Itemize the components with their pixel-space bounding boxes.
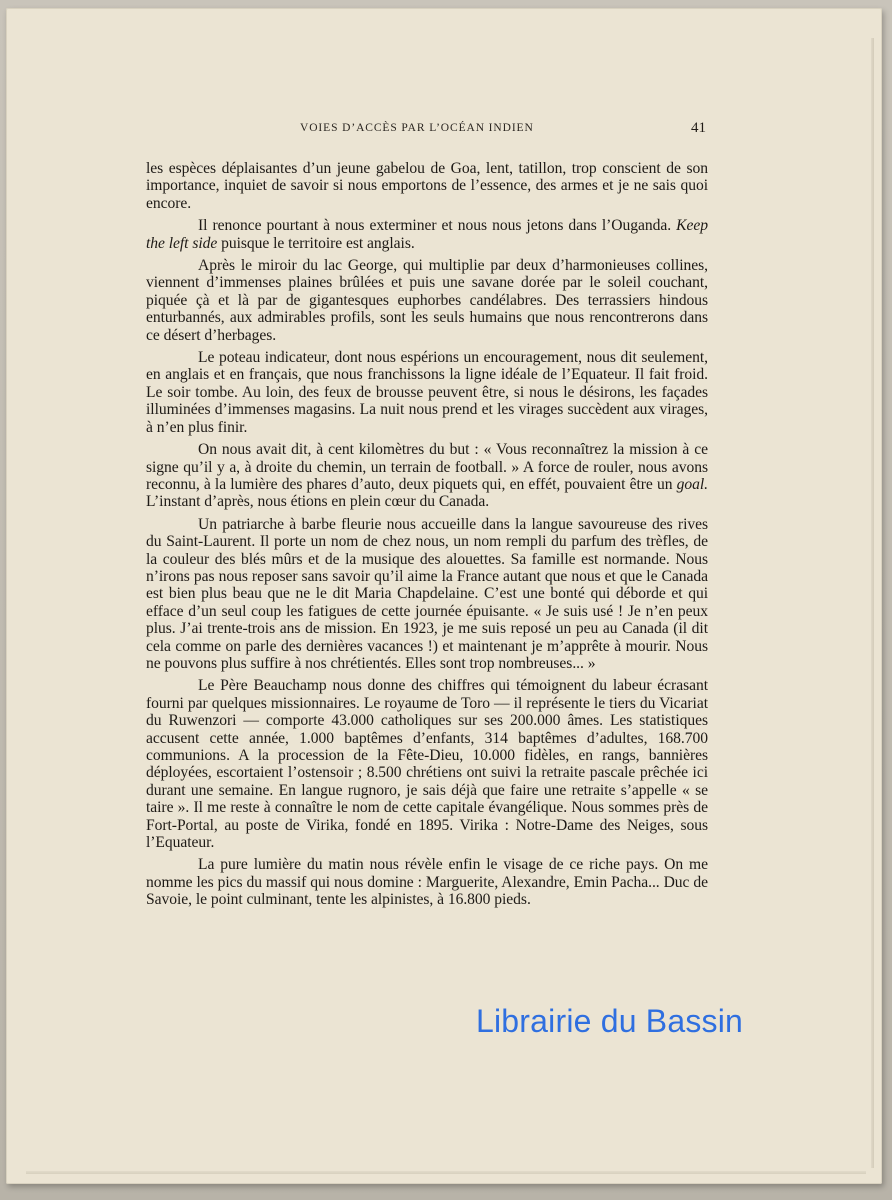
running-head	[150, 120, 710, 142]
paragraph-5-italic: goal.	[676, 475, 708, 493]
paragraph-2-italic: Keep the left side	[146, 217, 708, 252]
running-title: VOIES D’ACCÈS PAR L’OCÉAN INDIEN	[300, 122, 534, 134]
paragraph-3: Après le miroir du lac George, qui multiplie par deux d’harmonieuses collines, viennent d’immenses plaines brûlées et puis une savane dorée par le soleil couchant, piquée çà et là par de gigantesques euphorbes candélabres. Des terrassiers hindous enturbannés, aux admirables profils, sont les seuls humains que nous rencontrerons dans ce désert d’herbages.	[146, 257, 708, 344]
paragraph-4: Le poteau indicateur, dont nous espérions un encouragement, nous dit seulement, en anglais et en français, que nous franchissons la ligne idéale de l’Equateur. Il fait froid. Le soir tombe. Au loin, des feux de brousse peuvent être, si nous le désirons, les façades illuminées d’immenses magasins. La nuit nous prend et les virages succèdent aux virages, à n’en plus finir.	[146, 349, 708, 436]
paragraph-1: les espèces déplaisantes d’un jeune gabelou de Goa, lent, tatillon, trop conscient de son importance, inquiet de savoir si nous emportons de l’essence, des armes et je ne sais quoi encore.	[146, 160, 708, 212]
paragraph-5-after: L’instant d’après, nous étions en plein cœur du Canada.	[146, 493, 490, 511]
page-edge-bottom	[26, 1171, 866, 1174]
paragraph-5	[146, 441, 708, 511]
paragraph-5-before: On nous avait dit, à cent kilomètres du but : « Vous reconnaîtrez la mission à ce signe qu’il y a, à droite du chemin, un terrain de football. » A force de rouler, nous avons reconnu, à la lumière des phares d’auto, deux piquets qui, en effét, pouvaient être un	[146, 441, 708, 493]
paragraph-2	[146, 217, 708, 252]
paragraph-8: La pure lumière du matin nous révèle enfin le visage de ce riche pays. On me nomme les pics du massif qui nous domine : Marguerite, Alexandre, Emin Pacha... Duc de Savoie, le point culminant, tente les alpinistes, à 16.800 pieds.	[146, 856, 708, 909]
watermark: Librairie du Bassin	[476, 1003, 744, 1039]
paragraph-2-after: puisque le territoire est anglais.	[217, 234, 415, 252]
paragraph-2-before: Il renonce pourtant à nous exterminer et nous nous jetons dans l’Ouganda.	[198, 217, 677, 235]
page-edge-right	[871, 38, 874, 1168]
paragraph-6: Un patriarche à barbe fleurie nous accueille dans la langue savoureuse des rives du Saint-Laurent. Il porte un nom de chez nous, un nom rempli du parfum des trèfles, de la couleur des blés mûrs et de la musique des alouettes. Sa famille est normande. Nous n’irons pas nous reposer sans savoir qu’il aime la France autant que nous et que le Canada est bien plus beau que ne le dit Maria Chapdelaine. C’est une bonté qui déborde et qui efface d’un seul coup les fatigues de cette journée épuisante. « Je suis usé ! Je n’en peux plus. J’ai trente-trois ans de mission. En 1923, je me suis reposé un peu au Canada (il dit cela comme on parle des dernières vacances !) et maintenant je m’apprête à mourir. Nous ne pouvons plus suffire à nos chrétientés. Elles sont trop nombreuses... »	[146, 515, 708, 672]
paragraph-7: Le Père Beauchamp nous donne des chiffres qui témoignent du labeur écrasant fourni par quelques missionnaires. Le royaume de Toro — il représente le tiers du Vicariat du Ruwenzori — comporte 43.000 catholiques sur ses 200.000 âmes. Les statistiques accusent cette année, 1.000 baptêmes d’enfants, 314 baptêmes d’adultes, 168.700 communions. A la procession de la Fête-Dieu, 10.000 fidèles, en rangs, bannières déployées, escortaient l’ostensoir ; 8.500 chrétiens ont suivi la retraite pascale prêchée ici durant une semaine. En langue rugnoro, je sais déjà que faire une retraite s’appelle « se taire ». Il me reste à connaître le nom de cette capitale évangélique. Nous sommes près de Fort-Portal, au poste de Virika, fondé en 1895. Virika : Notre-Dame des Neiges, sous l’Equateur.	[146, 677, 708, 852]
page-number: 41	[691, 120, 706, 136]
body-text	[146, 160, 708, 914]
